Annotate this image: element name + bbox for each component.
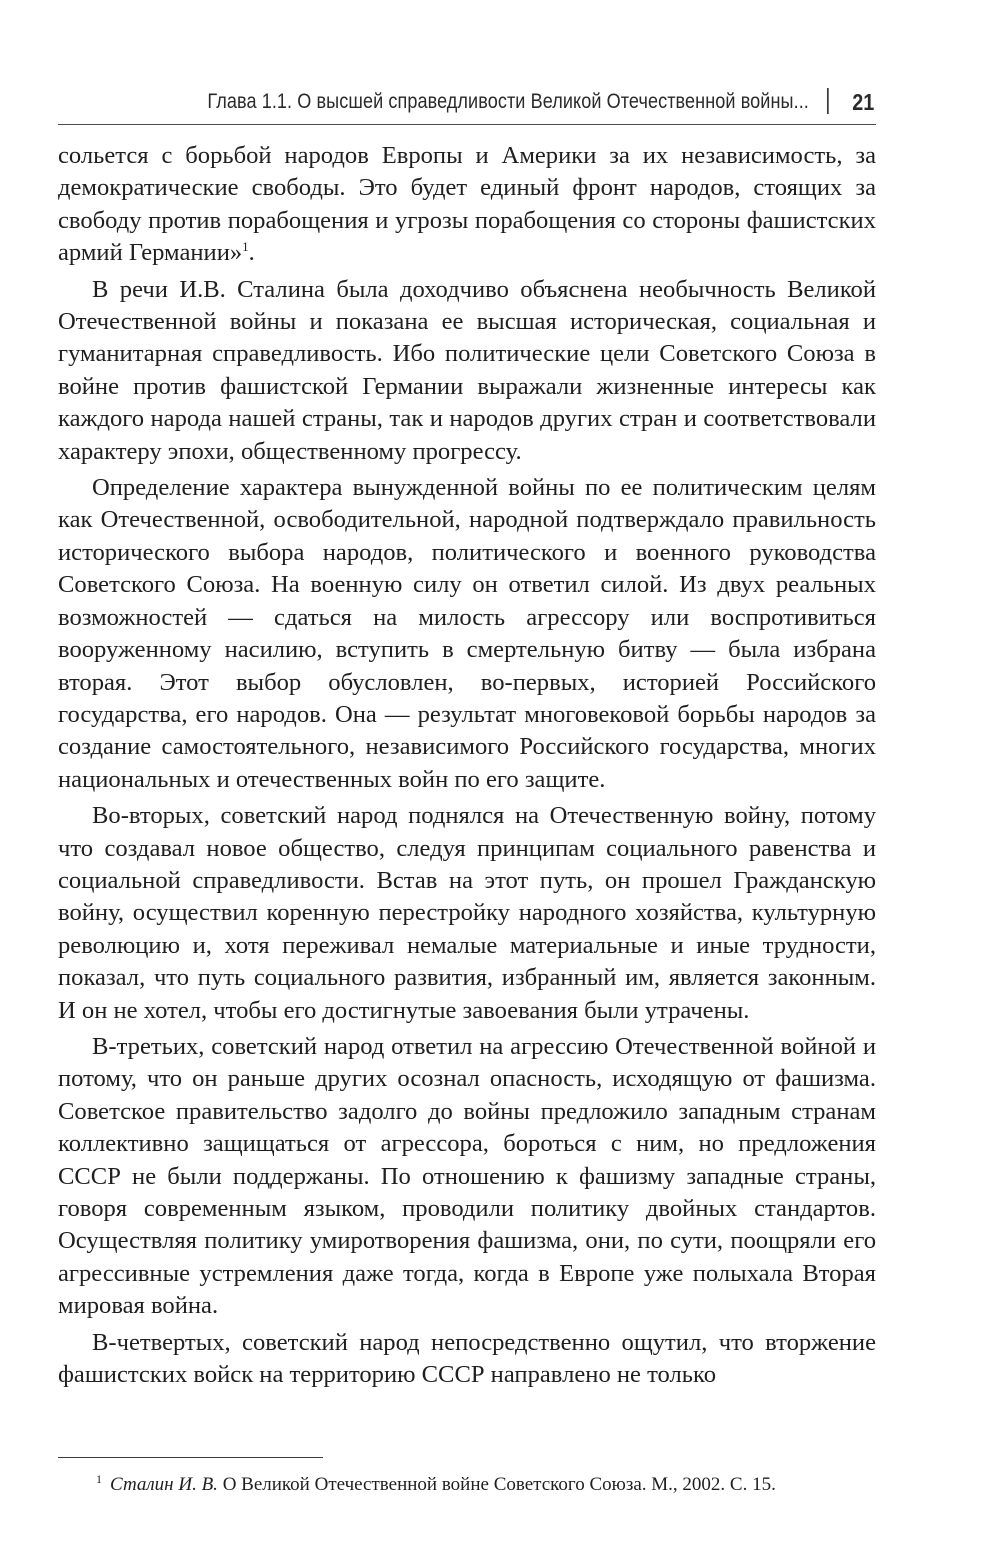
paragraph: Определение характера вынужденной войны по ее политическим целям как Отечественной, освободительной, народной подтверждало правильность исторического выбора народов, политического и военного руководства Советского Союза. На военную силу он ответил силой. Из двух реальных возможностей — сдаться на милость агрессору или воспротивиться вооруженному насилию, вступить в смертельную битву — была избрана вторая. Этот выбор обусловлен, во-первых, историей Российского государства, его народов. Она — результат многовековой борьбы народов за создание самостоятельного, независимого Российского государства, многих национальных и отечественных войн по его защите. <box>58 474 876 793</box>
header-separator <box>827 88 829 114</box>
footnote-reference[interactable]: 1 <box>242 239 249 255</box>
running-head <box>173 86 876 120</box>
header-rule <box>58 124 876 125</box>
footnote-rule <box>58 1457 323 1458</box>
paragraph: В-четвертых, советский народ непосредственно ощутил, что вторжение фашистских войск на территорию СССР направлено не только <box>58 1328 876 1389</box>
paragraph: В речи И.В. Сталина была доходчиво объяснена необычность Великой Отечественной войны и показана ее высшая историческая, социальная и гуманитарная справедливость. Ибо политические цели Советского Союза в войне против фашистской Германии выражали жизненные интересы как каждого народа нашей страны, так и народов других стран и соответствовали характеру эпохи, общественному прогрессу. <box>58 275 876 465</box>
paragraph <box>58 140 876 270</box>
footnote-mark: 1 <box>96 1471 102 1486</box>
page-number: 21 <box>852 89 875 115</box>
paragraph: Во-вторых, советский народ поднялся на Отечественную войну, потому что создавал новое общество, следуя принципам социального равенства и социальной справедливости. Встав на этот путь, он прошел Гражданскую войну, осуществил коренную перестройку народного хозяйства, культурную революцию и, хотя переживал немалые материальные и иные трудности, показал, что путь социального развития, избранный им, является законным. И он не хотел, чтобы его достигнутые завоевания были утрачены. <box>58 802 876 1024</box>
paragraph-text: сольется с борьбой народов Европы и Америки за их независимость, за демократические свободы. Это будет единый фронт народов, стоящих за свободу против порабощения и угрозы порабощения со стороны фашистских армий Германии» <box>58 142 876 267</box>
footnote <box>96 1472 876 1498</box>
footnote-text: О Великой Отечественной войне Советского Союза. М., 2002. С. 15. <box>217 1474 776 1495</box>
paragraph-tail: . <box>248 239 255 267</box>
running-title: Глава 1.1. О высшей справедливости Великой Отечественной войны... <box>207 90 809 113</box>
body-text <box>58 140 876 1391</box>
footnote-author: Сталин И. В. <box>110 1474 218 1495</box>
book-page <box>58 0 876 1568</box>
paragraph: В-третьих, советский народ ответил на агрессию Отечественной войной и потому, что он раньше других осознал опасность, исходящую от фашизма. Советское правительство задолго до войны предложило западным странам коллективно защищаться от агрессора, бороться с ним, но предложения СССР не были поддержаны. По отношению к фашизму западные страны, говоря современным языком, проводили политику двойных стандартов. Осуществляя политику умиротворения фашизма, они, по сути, поощряли его агрессивные устремления даже тогда, когда в Европе уже полыхала Вторая мировая война. <box>58 1032 876 1320</box>
